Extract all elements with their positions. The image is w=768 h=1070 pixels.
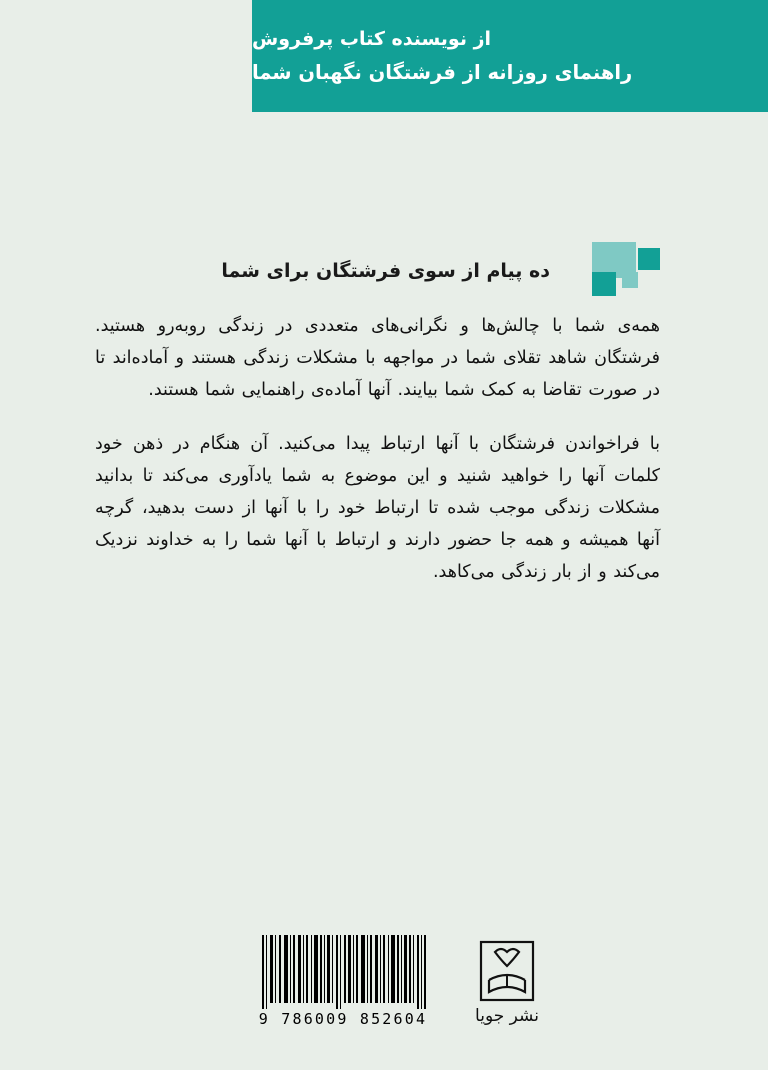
blurb-heading: ده پیام از سوی فرشتگان برای شما — [221, 260, 550, 282]
squares-decoration-icon — [564, 242, 660, 296]
blurb-paragraph-1: همه‌ی شما با چالش‌ها و نگرانی‌های متعددی در زندگی روبه‌رو هستید. فرشتگان شاهد تقلای شما در مواجهه با مشکلات زندگی هستند و آماده‌اند تا در صورت تقاضا به کمک شما بیایند. آنها آماده‌ی راهنمایی شما هستند. — [95, 316, 660, 400]
publisher-logo-icon — [479, 940, 535, 1002]
heading-row — [95, 240, 660, 296]
barcode-digits: 9 786009 852604 — [258, 1010, 428, 1028]
blurb-content — [95, 240, 660, 602]
barcode — [258, 935, 428, 1028]
banner-line-1: از نویسنده کتاب پرفروش — [252, 28, 492, 50]
blurb-paragraph-2: با فراخواندن فرشتگان با آنها ارتباط پیدا می‌کنید. آن هنگام در ذهن خود کلمات آنها را خواهید شنید و این موضوع به شما یادآوری می‌کند تا بدانید مشکلات زندگی موجب شده تا ارتباط خود را با آنها از دست بدهید، گرچه آنها همیشه و همه جا حضور دارند و ارتباط با آنها شما را به خداوند نزدیک می‌کند و از بار زندگی می‌کاهد. — [95, 434, 660, 582]
banner-line-2: راهنمای روزانه از فرشتگان نگهبان شما — [252, 61, 633, 84]
publisher-name: نشر جویا — [475, 1006, 539, 1026]
barcode-image — [260, 935, 428, 1009]
cover-footer — [0, 916, 768, 1036]
top-banner — [252, 0, 768, 112]
publisher-block — [452, 940, 562, 1026]
